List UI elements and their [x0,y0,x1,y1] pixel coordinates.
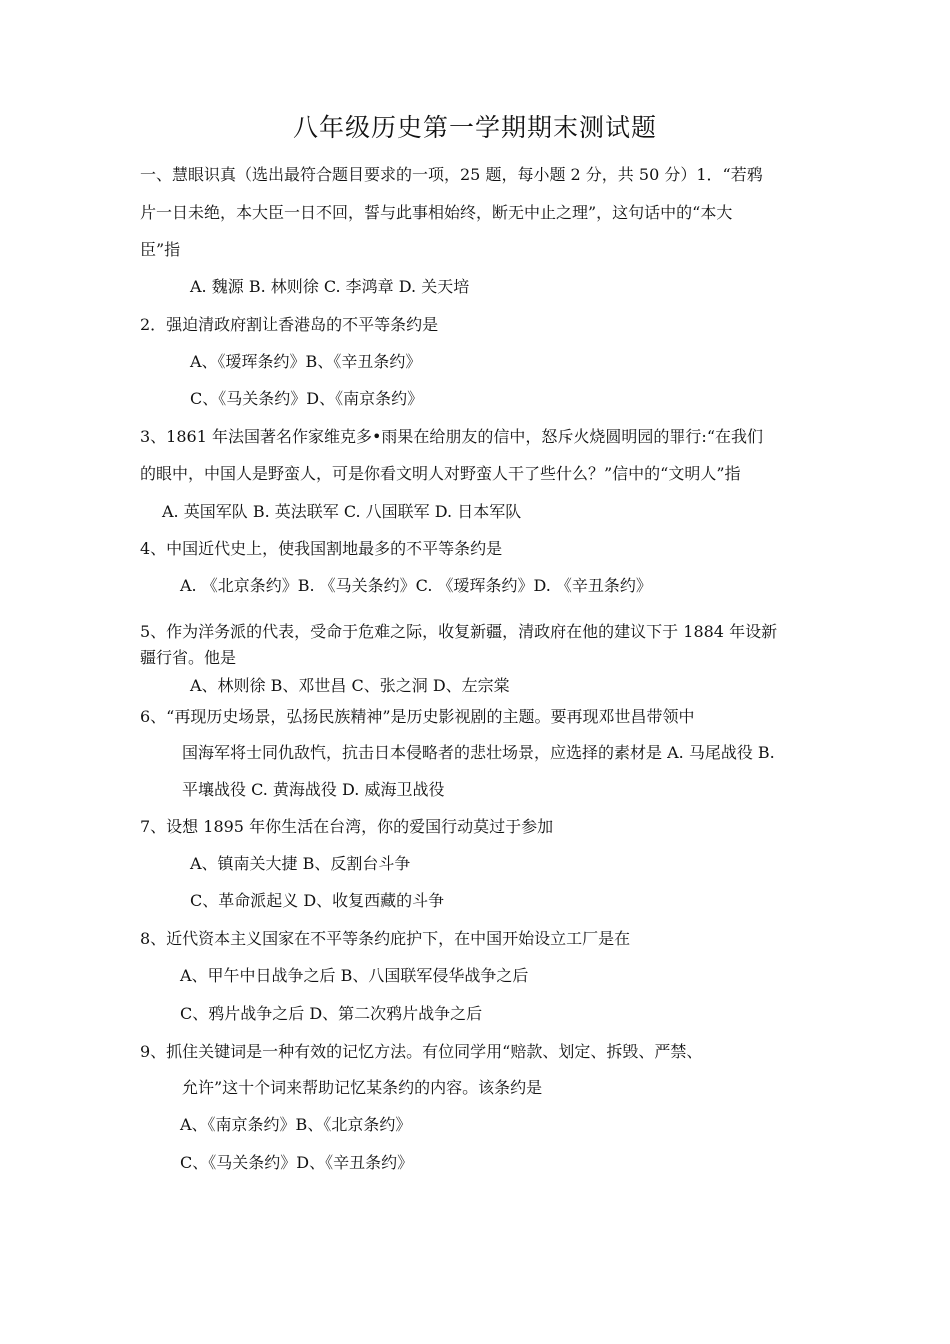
q8-options-ab: A、甲午中日战争之后 B、八国联军侵华战争之后 [180,966,529,985]
q1-text-line-3: 臣”指 [140,240,181,259]
q7-text: 7、设想 1895 年你生活在台湾，你的爱国行动莫过于参加 [140,817,554,836]
document-title: 八年级历史第一学期期末测试题 [292,113,657,142]
q9-options-ab: A、《南京条约》B、《北京条约》 [180,1115,412,1134]
q3-text-line-1: 3、1861 年法国著名作家维克多•雨果在给朋友的信中，怒斥火烧圆明园的罪行:“在我们 [140,427,763,446]
q6-text-line-1: 6、“再现历史场景，弘扬民族精神”是历史影视剧的主题。要再现邓世昌带领中 [140,707,695,726]
q2-options-ab: A、《瑷珲条约》B、《辛丑条约》 [190,352,422,371]
q5-text-line-2: 疆行省。他是 [140,648,237,667]
q6-text-line-2: 国海军将士同仇敌忾，抗击日本侵略者的悲壮场景，应选择的素材是 A. 马尾战役 B. [182,743,775,762]
q1-options: A. 魏源 B. 林则徐 C. 李鸿章 D. 关天培 [190,277,470,296]
q4-text: 4、中国近代史上，使我国割地最多的不平等条约是 [140,539,503,558]
q4-options: A. 《北京条约》B. 《马关条约》C. 《瑷珲条约》D. 《辛丑条约》 [180,576,652,595]
q2-text: 2．强迫清政府割让香港岛的不平等条约是 [140,315,439,334]
q7-options-cd: C、革命派起义 D、收复西藏的斗争 [190,891,445,910]
q2-options-cd: C、《马关条约》D、《南京条约》 [190,389,424,408]
q5-text-line-1: 5、作为洋务派的代表，受命于危难之际，收复新疆，清政府在他的建议下于 1884 年设新 [140,622,778,641]
q9-text-line-1: 9、抓住关键词是一种有效的记忆方法。有位同学用“赔款、划定、拆毁、严禁、 [140,1042,703,1061]
q8-text: 8、近代资本主义国家在不平等条约庇护下，在中国开始设立工厂是在 [140,929,631,948]
q6-text-line-3: 平壤战役 C. 黄海战役 D. 威海卫战役 [182,780,445,799]
q9-text-line-2: 允许”这十个词来帮助记忆某条约的内容。该条约是 [182,1078,543,1097]
q1-text-line-2: 片一日未绝，本大臣一日不回，誓与此事相始终，断无中止之理”，这句话中的“本大 [140,203,733,222]
q5-options: A、林则徐 B、邓世昌 C、张之洞 D、左宗棠 [190,676,510,695]
q7-options-ab: A、镇南关大捷 B、反割台斗争 [190,854,411,873]
q3-options: A. 英国军队 B. 英法联军 C. 八国联军 D. 日本军队 [162,502,522,521]
q8-options-cd: C、鸦片战争之后 D、第二次鸦片战争之后 [180,1004,483,1023]
q9-options-cd: C、《马关条约》D、《辛丑条约》 [180,1153,414,1172]
section-heading-q1-line: 一、慧眼识真（选出最符合题目要求的一项，25 题，每小题 2 分，共 50 分）1．“若鸦 [140,165,763,184]
q3-text-line-2: 的眼中，中国人是野蛮人，可是你看文明人对野蛮人干了些什么？”信中的“文明人”指 [140,464,741,483]
